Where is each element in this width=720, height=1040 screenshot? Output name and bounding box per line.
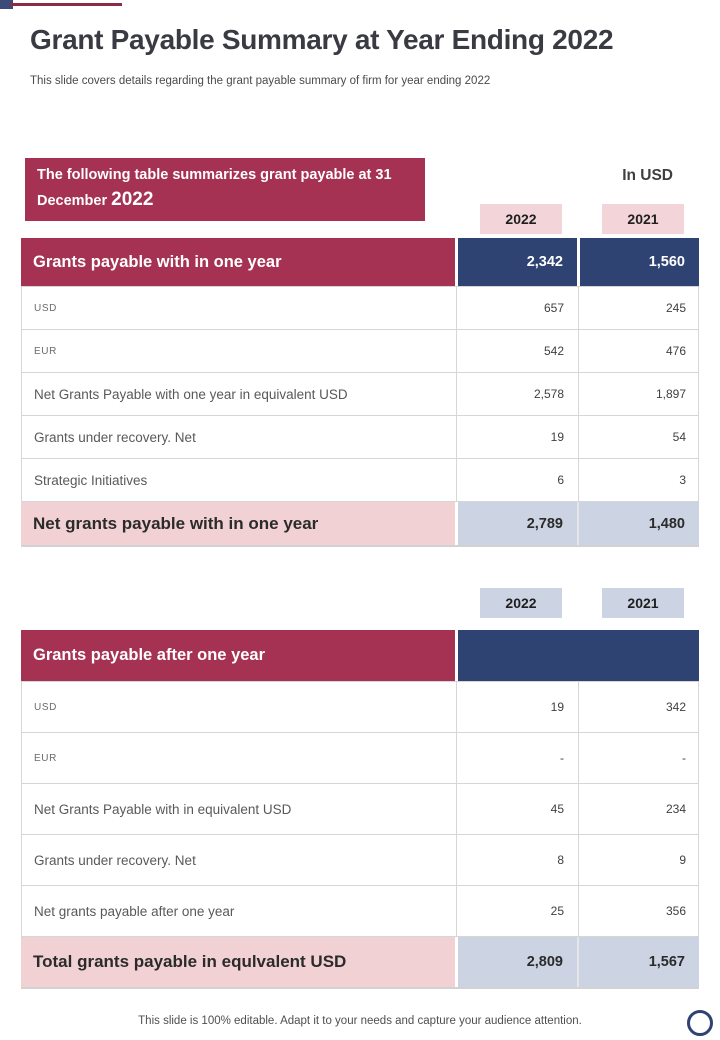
row-value-2021: 54 [578,416,700,458]
table1-header-label: Grants payable with in one year [21,238,455,286]
row-value-2022: 6 [456,459,578,501]
row-value-2022: 19 [456,682,578,732]
row-label: USD [34,701,57,713]
table-row [21,459,699,502]
table-row [21,784,699,835]
table1-caption-banner [25,158,425,221]
banner-text: The following table summarizes grant payable at 31 December [37,167,392,210]
row-value-2022: 19 [456,416,578,458]
row-label: Grants under recovery. Net [34,429,196,445]
table2-total-value-2021: 1,567 [577,937,699,987]
table-row [21,373,699,416]
table-row [21,330,699,373]
row-label: Strategic Initiatives [34,472,148,488]
banner-year: 2022 [111,189,154,211]
circle-icon [687,1010,713,1036]
table-row [21,733,699,784]
table2-year-2021-pill: 2021 [602,588,684,618]
row-value-2022: 8 [456,835,578,885]
page-subtitle: This slide covers details regarding the grant payable summary of firm for year ending 2022 [30,75,491,87]
table-row [21,286,699,330]
table-row [21,416,699,459]
table1-year-2022-pill: 2022 [480,204,562,234]
row-label: Net Grants Payable with in equivalent USD [34,801,292,817]
table-grants-after-one-year [21,630,699,989]
row-label: USD [34,302,57,314]
row-value-2021: 3 [578,459,700,501]
table2-total-label: Total grants payable in equlvalent USD [21,937,455,987]
table2-total-value-2022: 2,809 [455,937,577,987]
row-value-2022: 45 [456,784,578,834]
table1-total-label: Net grants payable with in one year [21,502,455,545]
table1-total-value-2021: 1,480 [577,502,699,545]
row-label: Net grants payable after one year [34,903,235,919]
table-row [21,681,699,733]
table2-header-value-2022 [455,630,577,681]
row-value-2021: 234 [578,784,700,834]
table2-year-2022-pill: 2022 [480,588,562,618]
table2-header-row [21,630,699,681]
table-row [21,835,699,886]
row-label: Net Grants Payable with one year in equivalent USD [34,386,348,402]
table1-header-row [21,238,699,286]
footer-note: This slide is 100% editable. Adapt it to your needs and capture your audience attention. [138,1015,582,1027]
row-value-2022: 542 [456,330,578,372]
table1-year-2021-pill: 2021 [602,204,684,234]
row-value-2021: 356 [578,886,700,936]
corner-accent-line [10,3,122,6]
row-value-2022: 657 [456,287,578,329]
row-value-2021: 342 [578,682,700,732]
table2-header-label: Grants payable after one year [21,630,455,681]
row-value-2021: 245 [578,287,700,329]
row-value-2021: 1,897 [578,373,700,415]
unit-label: In USD [622,167,673,184]
table2-header-value-2021 [577,630,699,681]
row-value-2021: 9 [578,835,700,885]
row-value-2021: 476 [578,330,700,372]
table1-total-value-2022: 2,789 [455,502,577,545]
row-value-2022: - [456,733,578,783]
table1-total-row [21,502,699,547]
row-label: Grants under recovery. Net [34,852,196,868]
table1-header-value-2022: 2,342 [455,238,577,286]
row-value-2022: 2,578 [456,373,578,415]
table-row [21,886,699,937]
page-title: Grant Payable Summary at Year Ending 2022 [30,24,614,55]
row-label: EUR [34,752,57,764]
row-label: EUR [34,345,57,357]
table2-total-row [21,937,699,989]
table1-header-value-2021: 1,560 [577,238,699,286]
row-value-2022: 25 [456,886,578,936]
table-grants-within-one-year [21,238,699,547]
row-value-2021: - [578,733,700,783]
